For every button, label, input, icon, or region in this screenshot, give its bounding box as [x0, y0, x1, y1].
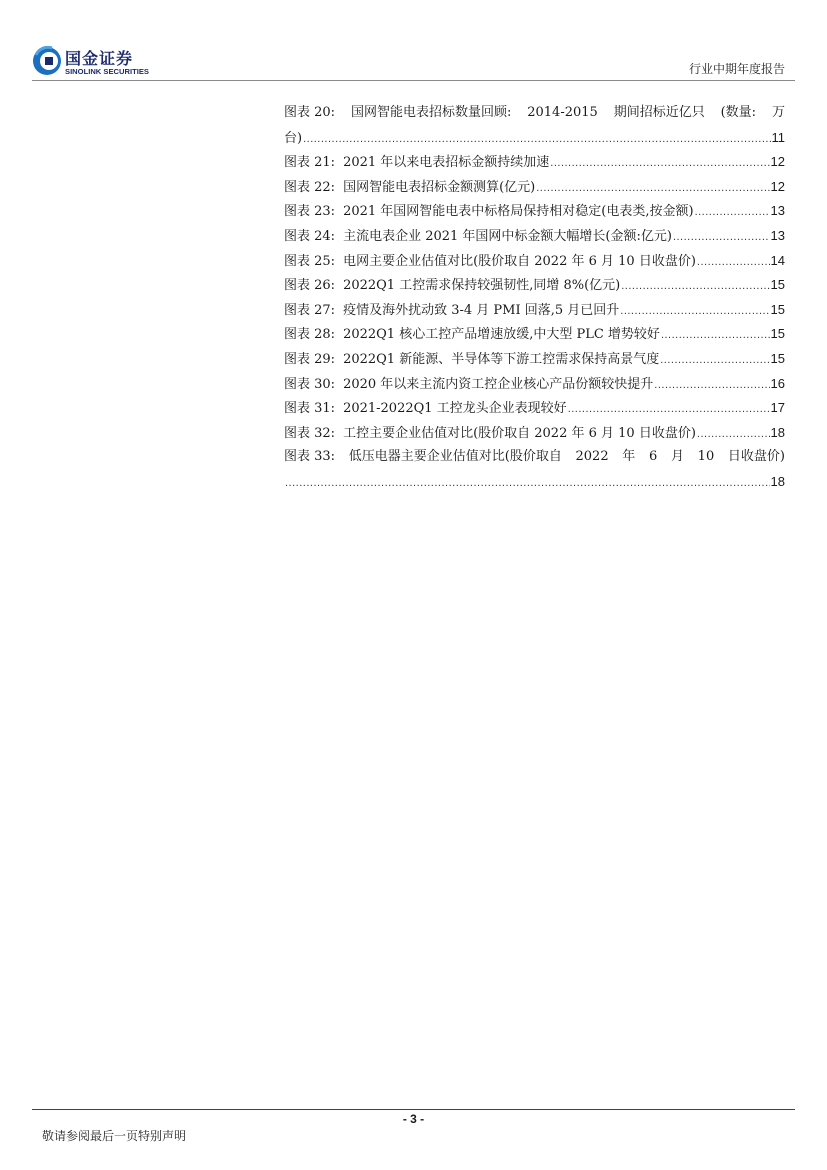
- toc-leader-dots: [568, 397, 770, 422]
- toc-leader-dots: [620, 299, 769, 324]
- toc-fig-label: 图表 24:: [284, 228, 336, 244]
- toc-title: 主流电表企业 2021 年国网中标金额大幅增长(金额:亿元): [343, 228, 672, 244]
- toc-title: 2022Q1 核心工控产品增速放缓,中大型 PLC 增势较好: [343, 327, 660, 343]
- toc-leader-dots: [536, 176, 769, 201]
- toc-title-part: (数量:: [720, 105, 757, 120]
- toc-page-number: 15: [770, 350, 785, 366]
- toc-leader-dots: [697, 422, 770, 447]
- toc-title-part: 日收盘价): [727, 449, 785, 465]
- toc-entry[interactable]: [284, 150, 785, 175]
- toc-page-number: 17: [770, 400, 785, 416]
- toc-title-part: 2014-2015: [527, 105, 598, 120]
- toc-fig-label: 图表 22:: [284, 179, 336, 195]
- toc-entry[interactable]: [284, 175, 785, 200]
- toc-entry[interactable]: [284, 421, 785, 446]
- disclaimer-text: 敬请参阅最后一页特别声明: [42, 1129, 187, 1143]
- page-number: - 3 -: [402, 1112, 425, 1126]
- toc-leader-dots: [697, 250, 770, 275]
- toc-entry-first-continuation[interactable]: [284, 126, 785, 151]
- toc-page-number: 13: [770, 203, 785, 219]
- toc-entry[interactable]: [284, 224, 785, 249]
- toc-fig-label: 图表 20:: [284, 105, 336, 120]
- toc-entry[interactable]: [284, 298, 785, 323]
- toc-entry[interactable]: [284, 372, 785, 397]
- toc-fig-label: 图表 33:: [284, 449, 336, 465]
- figure-list: [284, 101, 785, 495]
- toc-title: 工控主要企业估值对比(股价取自 2022 年 6 月 10 日收盘价): [343, 425, 696, 441]
- toc-entry[interactable]: [284, 273, 785, 298]
- logo-chinese-name: 国金证券: [65, 49, 134, 68]
- toc-entry[interactable]: [284, 396, 785, 421]
- footer-divider: [32, 1109, 795, 1110]
- toc-leader-dots: [654, 373, 769, 398]
- toc-entry[interactable]: [284, 249, 785, 274]
- toc-leader-dots: [660, 348, 769, 373]
- toc-title-part: 月: [670, 449, 684, 465]
- toc-title-part: 低压电器主要企业估值对比(股价取自: [348, 449, 562, 465]
- toc-title: 2021 年以来电表招标金额持续加速: [343, 155, 550, 171]
- toc-page-number: 12: [770, 154, 785, 170]
- toc-leader-dots: [695, 200, 770, 225]
- toc-page-number: 15: [770, 326, 785, 342]
- sinolink-logo-icon: [32, 46, 62, 76]
- toc-leader-dots: [285, 471, 770, 496]
- toc-title: 2020 年以来主流内资工控企业核心产品份额较快提升: [343, 376, 654, 392]
- toc-fig-label: 图表 30:: [284, 376, 336, 392]
- toc-page-number: 11: [771, 129, 785, 145]
- toc-title: 电网主要企业估值对比(股价取自 2022 年 6 月 10 日收盘价): [343, 253, 696, 269]
- toc-entry-last-continuation[interactable]: [284, 470, 785, 495]
- toc-title: 2021 年国网智能电表中标格局保持相对稳定(电表类,按金额): [343, 204, 694, 220]
- toc-fig-label: 图表 28:: [284, 327, 336, 343]
- toc-entry-last-line[interactable]: [284, 445, 785, 470]
- toc-title-part: 万: [771, 105, 785, 120]
- toc-page-number: 13: [770, 227, 785, 243]
- toc-title: 台): [284, 130, 303, 146]
- toc-fig-label: 图表 32:: [284, 425, 336, 441]
- toc-fig-label: 图表 21:: [284, 155, 336, 171]
- toc-entry[interactable]: [284, 347, 785, 372]
- toc-title: 2022Q1 新能源、半导体等下游工控需求保持高景气度: [343, 351, 660, 367]
- logo-english-name: SINOLINK SECURITIES: [65, 67, 149, 76]
- toc-page-number: 18: [770, 473, 785, 489]
- toc-title-part: 年: [622, 449, 636, 465]
- toc-fig-label: 图表 26:: [284, 278, 336, 294]
- toc-fig-label: 图表 25:: [284, 253, 336, 269]
- toc-fig-label: 图表 29:: [284, 351, 336, 367]
- toc-fig-label: 图表 27:: [284, 302, 336, 318]
- toc-leader-dots: [673, 225, 770, 250]
- toc-leader-dots: [621, 274, 769, 299]
- toc-leader-dots: [661, 323, 770, 348]
- toc-fig-label: 图表 23:: [284, 204, 336, 220]
- toc-title-part: 国网智能电表招标数量回顾:: [350, 105, 512, 120]
- report-type-label: 行业中期年度报告: [688, 62, 785, 76]
- toc-leader-dots: [550, 151, 769, 176]
- toc-title-part: 期间招标近亿只: [613, 105, 705, 120]
- toc-title: 2021-2022Q1 工控龙头企业表现较好: [343, 401, 567, 417]
- toc-title: 疫情及海外扰动致 3-4 月 PMI 回落,5 月已回升: [343, 302, 620, 318]
- toc-title-part: 10: [697, 449, 715, 465]
- toc-entry-first-line[interactable]: [284, 101, 785, 126]
- toc-title: 国网智能电表招标金额测算(亿元): [343, 179, 536, 195]
- toc-entry[interactable]: [284, 322, 785, 347]
- toc-entry[interactable]: [284, 199, 785, 224]
- toc-page-number: 14: [770, 252, 785, 268]
- toc-page-number: 18: [770, 424, 785, 440]
- toc-title-part: 6: [649, 449, 658, 465]
- toc-title-part: 2022: [575, 449, 609, 465]
- toc-title: 2022Q1 工控需求保持较强韧性,同增 8%(亿元): [343, 278, 621, 294]
- toc-leader-dots: [303, 127, 770, 152]
- header-divider: [32, 80, 795, 81]
- toc-page-number: 16: [770, 375, 785, 391]
- toc-page-number: 12: [770, 178, 785, 194]
- toc-page-number: 15: [770, 301, 785, 317]
- toc-page-number: 15: [770, 277, 785, 293]
- toc-fig-label: 图表 31:: [284, 401, 336, 417]
